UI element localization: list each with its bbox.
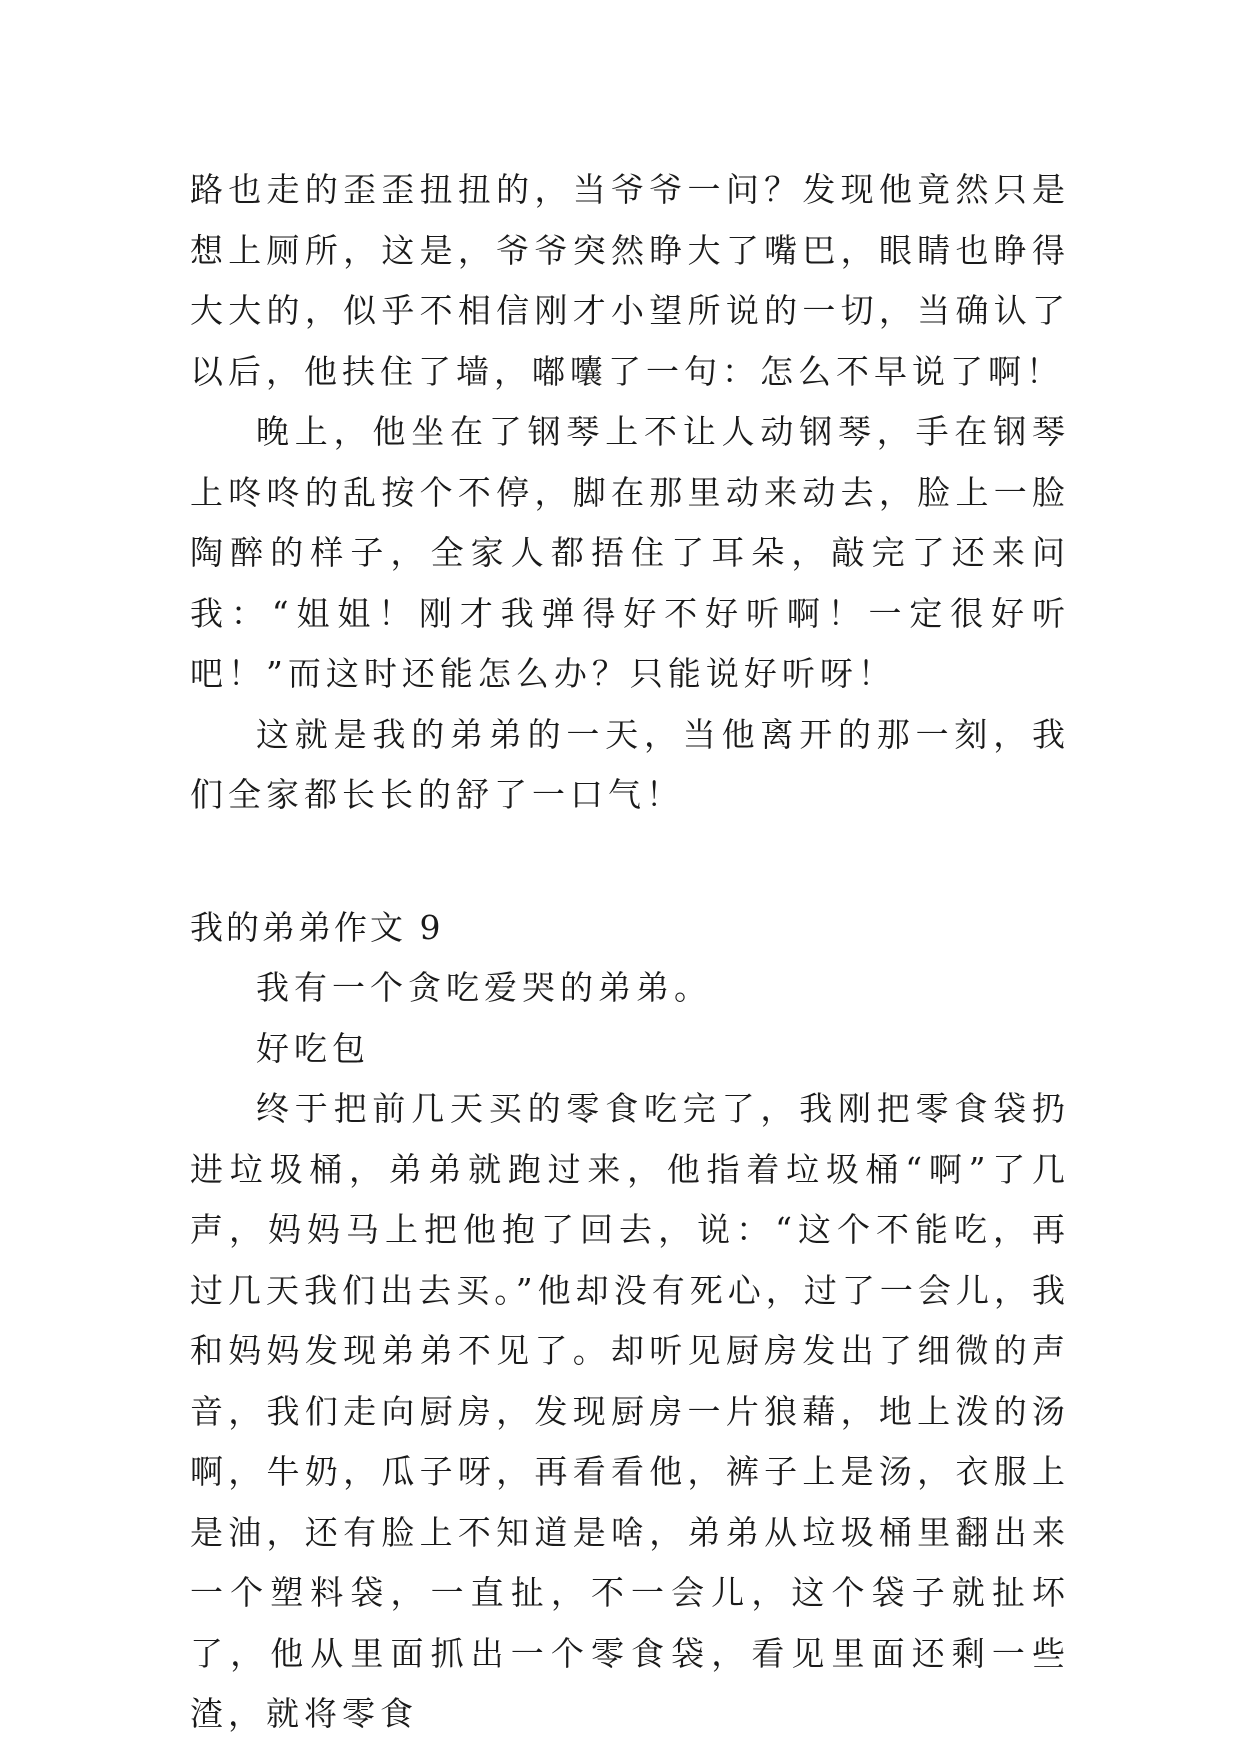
section-title: 我的弟弟作文 9 — [190, 907, 444, 947]
paragraph-continuation: 路也走的歪歪扭扭的，当爷爷一问？发现他竟然只是想上厕所，这是，爷爷突然睁大了嘴巴，眼睛也睁得大大的，似乎不相信刚才小望所说的一切，当确认了以后，他扶住了墙，嘟囔了一句：怎么不早说了啊！ — [190, 170, 1070, 391]
document-body — [190, 160, 1070, 1745]
paragraph-day-summary: 这就是我的弟弟的一天，当他离开的那一刻，我们全家都长长的舒了一口气！ — [190, 714, 1070, 814]
paragraph-subtitle: 好吃包 — [256, 1028, 370, 1068]
paragraph-intro: 我有一个贪吃爱哭的弟弟。 — [256, 968, 712, 1007]
paragraph-snack-story: 终于把前几天买的零食吃完了，我刚把零食袋扔进垃圾桶，弟弟就跑过来，他指着垃圾桶“啊”了几声，妈妈马上把他抱了回去，说：“这个不能吃，再过几天我们出去买。”他却没有死心，过了一会儿，我和妈妈发现弟弟不见了。却听见厨房发出了细微的声音，我们走向厨房，发现厨房一片狼藉，地上泼的汤啊，牛奶，瓜子呀，再看看他，裤子上是汤，衣服上是油，还有脸上不知道是啥，弟弟从垃圾桶里翻出来一个塑料袋，一直扯，不一会儿，这个袋子就扯坏了，他从里面抓出一个零食袋，看见里面还剩一些渣，就将零食 — [190, 1089, 1070, 1733]
paragraph-evening-piano: 晚上，他坐在了钢琴上不让人动钢琴，手在钢琴上咚咚的乱按个不停，脚在那里动来动去，脸上一脸陶醉的样子，全家人都捂住了耳朵，敲完了还来问我：“姐姐！刚才我弹得好不好听啊！一定很好听吧！”而这时还能怎么办？只能说好听呀！ — [190, 412, 1070, 693]
